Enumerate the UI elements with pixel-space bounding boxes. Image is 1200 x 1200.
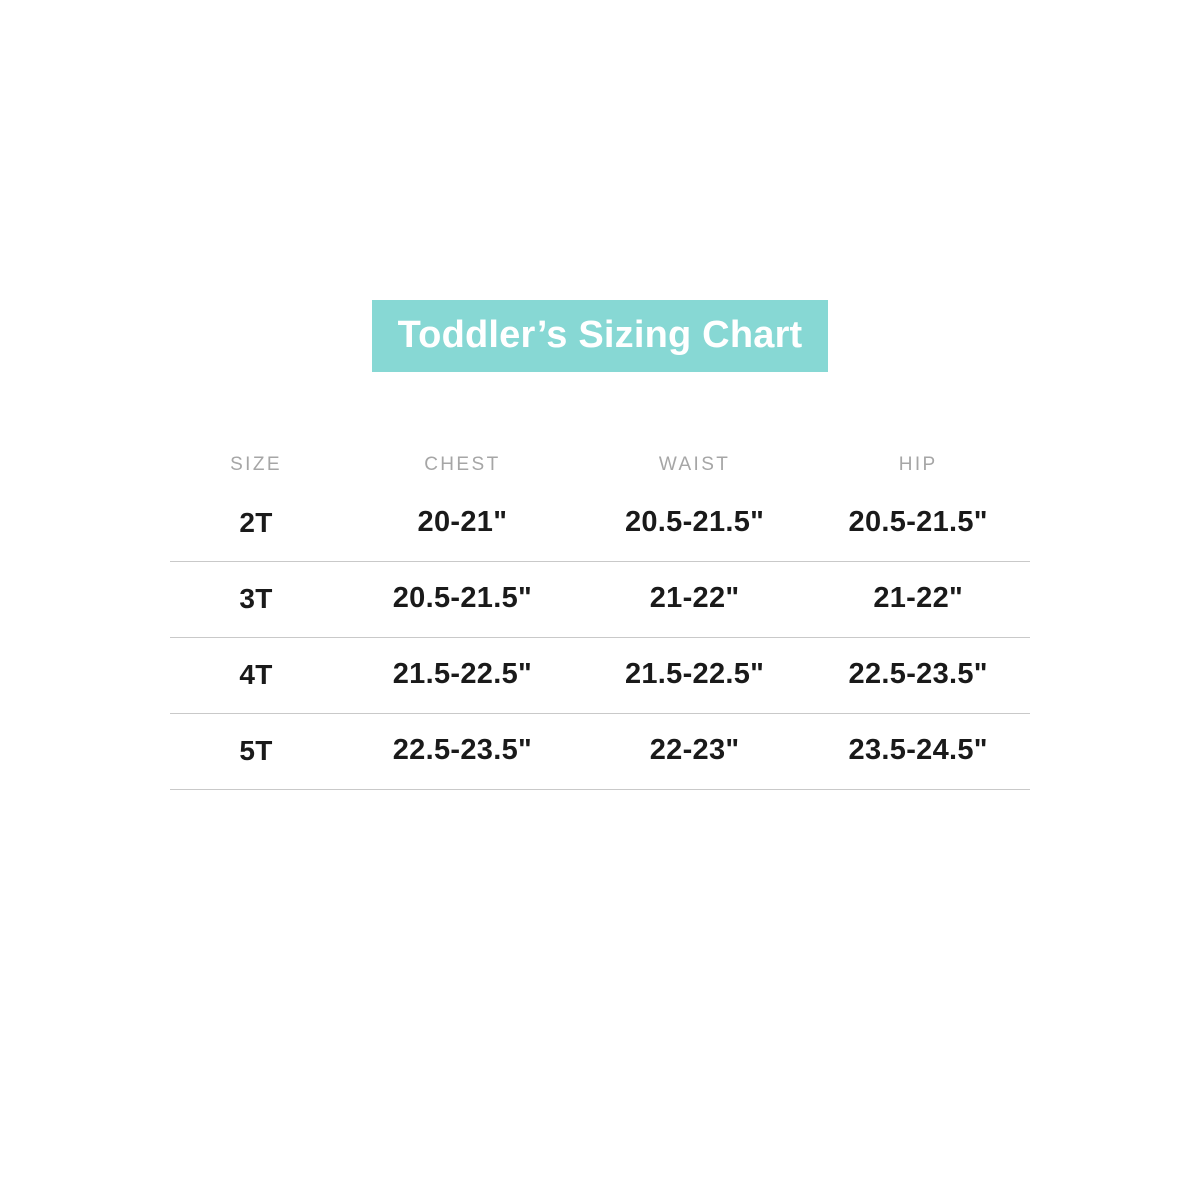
table-header-row	[170, 440, 1030, 498]
cell-chest: 20.5-21.5"	[342, 562, 583, 638]
cell-waist: 21-22"	[583, 562, 807, 638]
column-header-size: SIZE	[230, 454, 282, 475]
cell-size: 4T	[170, 638, 342, 714]
column-header-chest: CHEST	[424, 454, 501, 475]
cell-size: 5T	[170, 714, 342, 790]
size-table-container	[170, 440, 1030, 790]
table-head	[170, 440, 1030, 498]
table-row	[170, 562, 1030, 638]
cell-hip: 22.5-23.5"	[806, 638, 1030, 714]
cell-hip: 21-22"	[806, 562, 1030, 638]
cell-waist: 20.5-21.5"	[583, 498, 807, 562]
cell-waist: 22-23"	[583, 714, 807, 790]
table-row	[170, 498, 1030, 562]
cell-size: 3T	[170, 562, 342, 638]
column-header-hip: HIP	[898, 454, 938, 475]
cell-waist: 21.5-22.5"	[583, 638, 807, 714]
table-row	[170, 638, 1030, 714]
cell-chest: 22.5-23.5"	[342, 714, 583, 790]
page-title: Toddler’s Sizing Chart	[372, 300, 829, 372]
cell-chest: 20-21"	[342, 498, 583, 562]
cell-hip: 20.5-21.5"	[806, 498, 1030, 562]
size-table	[170, 440, 1030, 790]
column-header-waist: WAIST	[658, 454, 731, 475]
table-body	[170, 498, 1030, 790]
cell-hip: 23.5-24.5"	[806, 714, 1030, 790]
cell-chest: 21.5-22.5"	[342, 638, 583, 714]
cell-size: 2T	[170, 498, 342, 562]
table-row	[170, 714, 1030, 790]
title-container	[0, 300, 1200, 372]
